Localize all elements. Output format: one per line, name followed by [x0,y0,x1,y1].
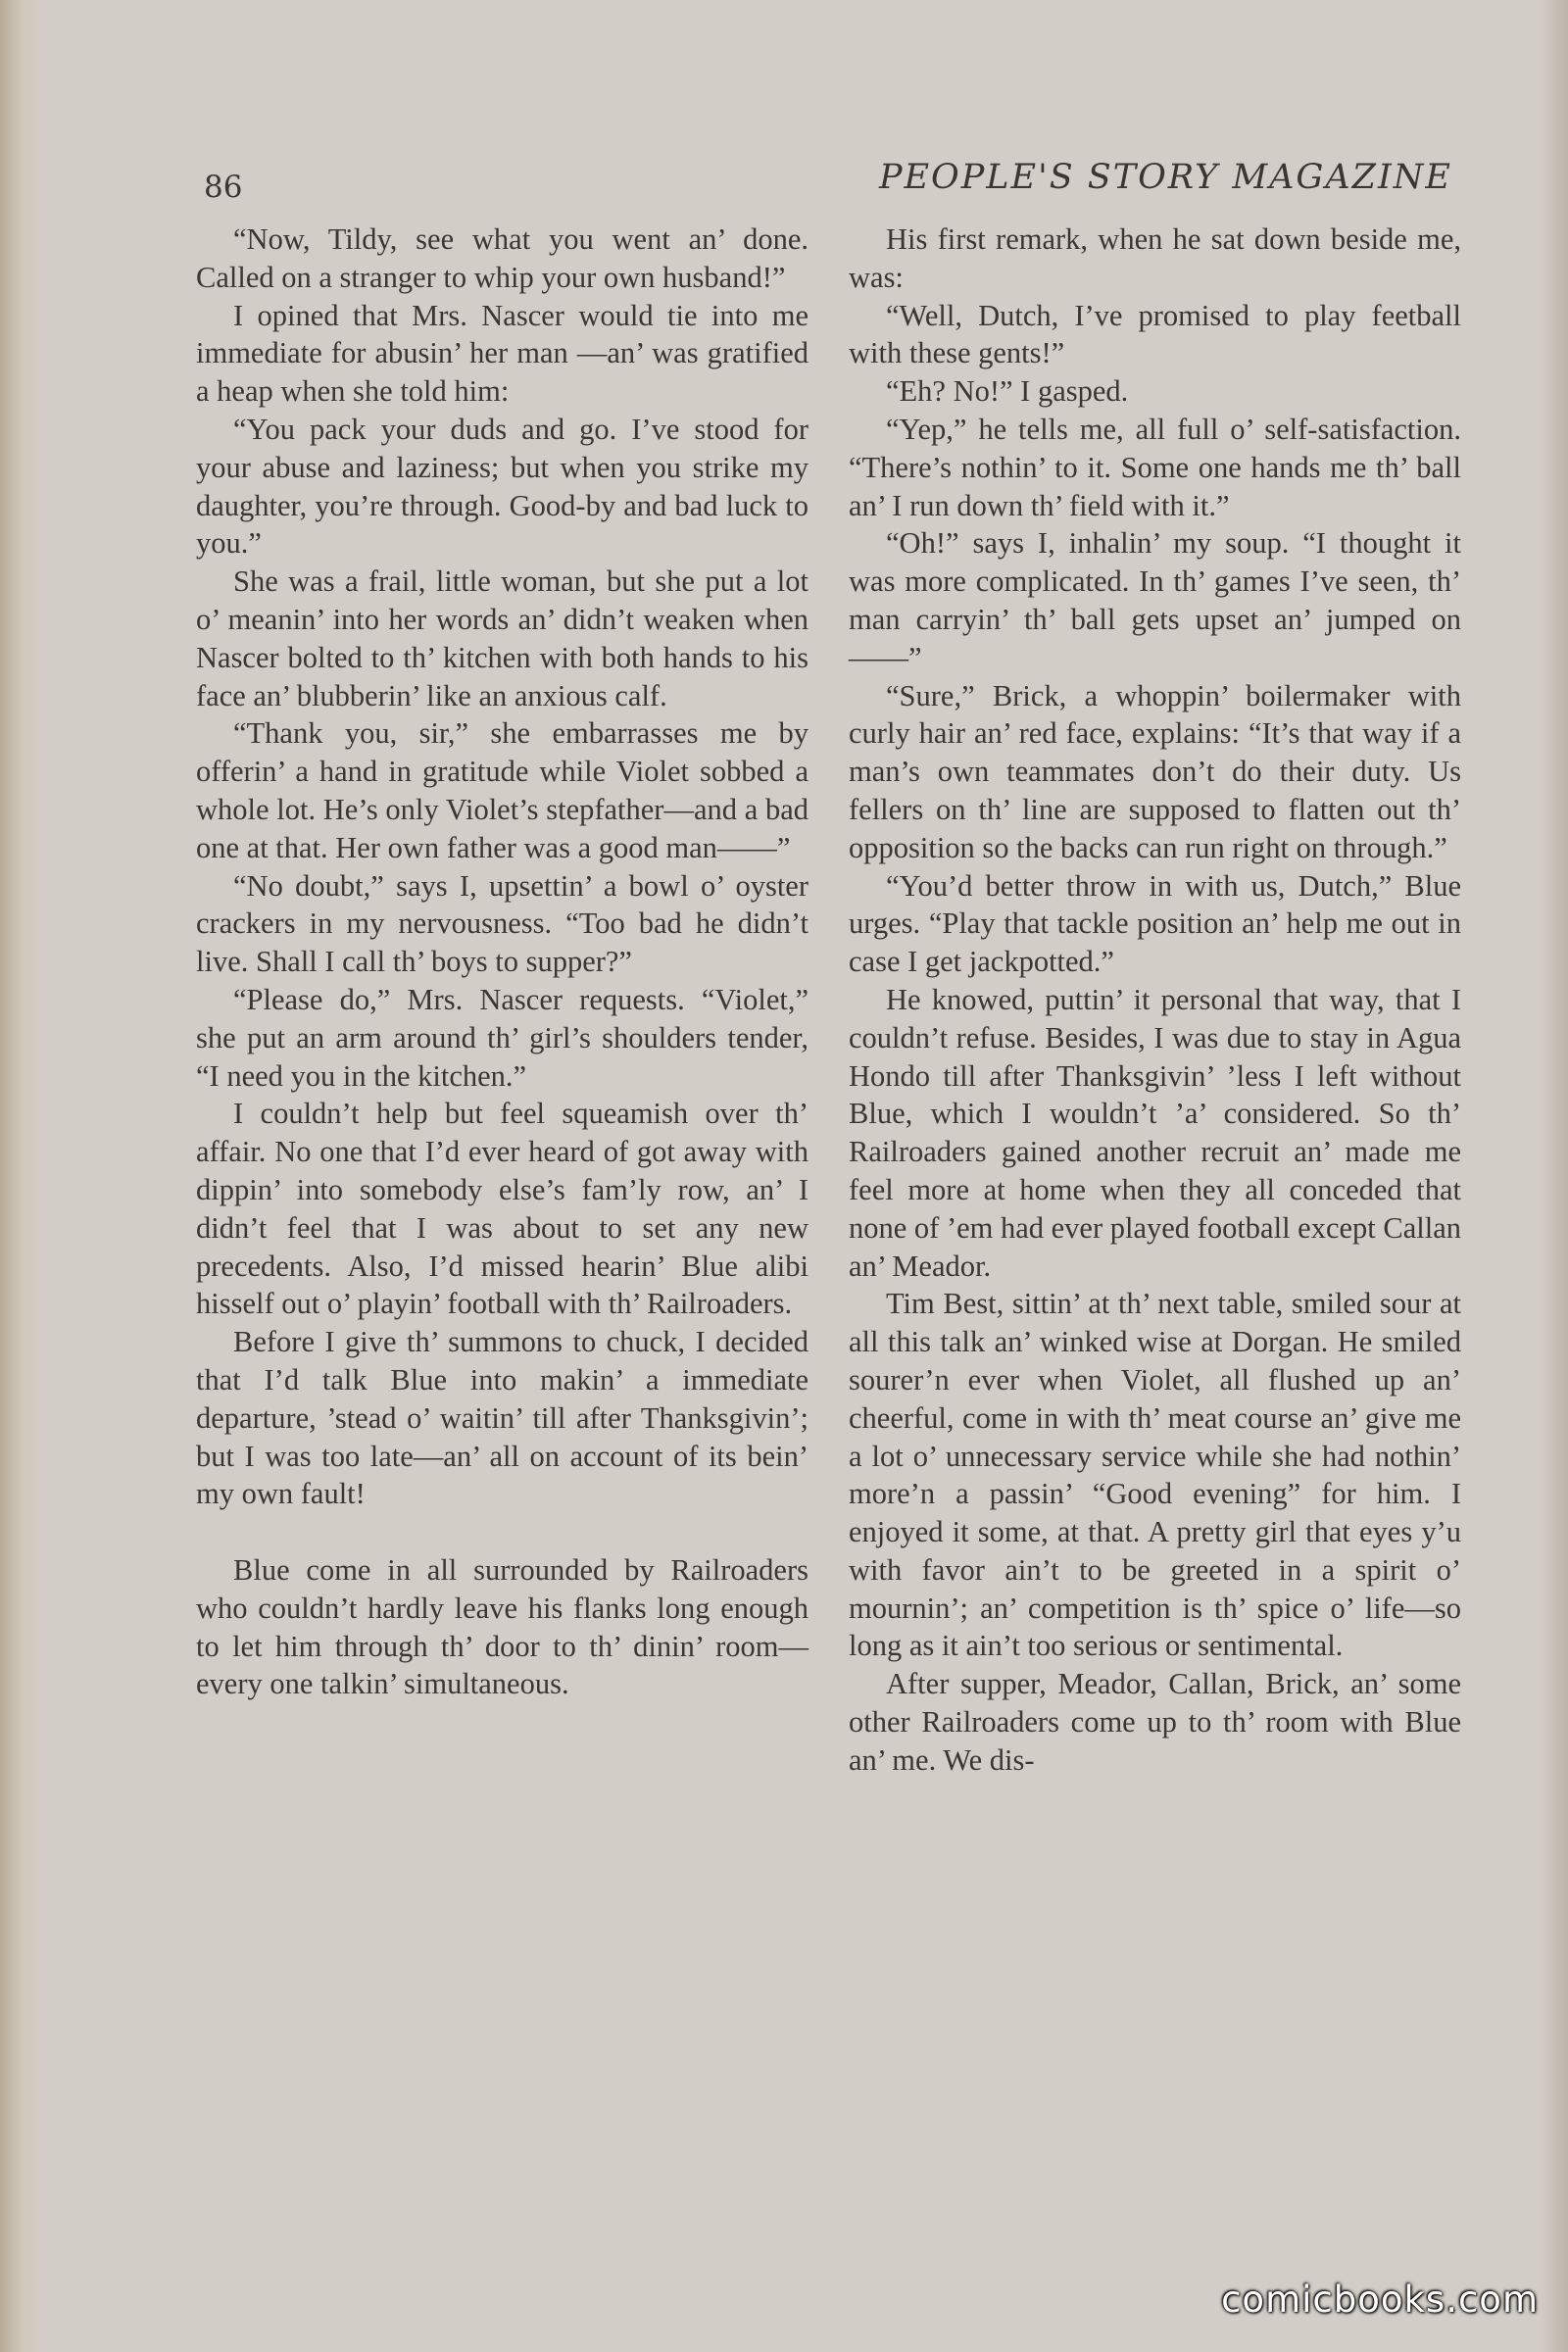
paragraph: “Please do,” Mrs. Nascer requests. “Violet,” she put an arm around th’ girl’s shoulders tender, “I need you in the kitchen.” [196,982,808,1093]
page-header [0,152,1568,211]
paragraph: After supper, Meador, Callan, Brick, an’ some other Railroaders come up to th’ room with Blue an’ me. We dis- [849,1667,1461,1777]
page-number: 86 [204,170,243,205]
paragraph: “You pack your duds and go. I’ve stood for your abuse and laziness; but when you strike my daughter, you’re through. Good-by and bad luck to you.” [196,412,808,561]
paragraph: I opined that Mrs. Nascer would tie into me immediate for abusin’ her man —an’ was gratified a heap when she told him: [196,298,808,409]
paragraph: He knowed, puttin’ it personal that way, that I couldn’t refuse. Besides, I was due to stay in Agua Hondo till after Thanksgivin’ ’less I left without Blue, which I wouldn’t ’a’ considered. So th’ Railroaders gained another recruit an’ made me feel more at home when they all conceded that none of ’em had ever played football except Callan an’ Meador. [849,982,1461,1283]
paragraph: “Thank you, sir,” she embarrasses me by offerin’ a hand in gratitude while Violet sobbed a whole lot. He’s only Violet’s stepfather—and a bad one at that. Her own father was a good man——” [196,716,808,864]
paragraph: I couldn’t help but feel squeamish over th’ affair. No one that I’d ever heard of got away with dippin’ into somebody else’s fam’ly row, an’ I didn’t feel that I was about to set any new precedents. Also, I’d missed hearin’ Blue alibi hisself out o’ playin’ football with th’ Railroaders. [196,1097,808,1321]
paragraph: Tim Best, sittin’ at th’ next table, smiled sour at all this talk an’ winked wise at Dorgan. He smiled sourer’n ever when Violet, all flushed up an’ cheerful, come in with th’ meat course an’ give me a lot o’ unnecessary service while she had nothin’ more’n a passin’ “Good evening” for him. I enjoyed it some, at that. A pretty girl that eyes y’u with favor ain’t to be greeted in a spirit o’ mournin’; an’ competition is th’ spice o’ life—so long as it ain’t too serious or sentimental. [849,1287,1461,1663]
left-column [196,220,808,1703]
paragraph: Blue come in all surrounded by Railroaders who couldn’t hardly leave his flanks long enough to let him through th’ door to th’ dinin’ room—every one talkin’ simultaneous. [196,1553,808,1701]
right-column [849,220,1461,1780]
paragraph: “Oh!” says I, inhalin’ my soup. “I thought it was more complicated. In th’ games I’ve seen, th’ man carryin’ th’ ball gets upset an’ jumped on——” [849,526,1461,674]
paragraph: “You’d better throw in with us, Dutch,” Blue urges. “Play that tackle position an’ help me out in case I get jackpotted.” [849,868,1461,979]
paragraph: “Eh? No!” I gasped. [886,374,1129,409]
page-edge-shadow [1539,0,1568,2352]
paragraph: His first remark, when he sat down beside me, was: [849,222,1461,294]
paragraph: She was a frail, little woman, but she put a lot o’ meanin’ into her words an’ didn’t weaken when Nascer bolted to th’ kitchen with both hands to his face an’ blubberin’ like an anxious calf. [196,564,808,712]
paragraph: “Now, Tildy, see what you went an’ done. Called on a stranger to whip your own husband!” [196,222,808,294]
site-watermark: comicbooks.com [1221,2278,1539,2321]
running-title: PEOPLE'S STORY MAGAZINE [878,158,1452,197]
paragraph: Before I give th’ summons to chuck, I decided that I’d talk Blue into makin’ a immediate departure, ’stead o’ waitin’ till after Thanksgivin’; but I was too late—an’ all on account of its bein’ my own fault! [196,1325,808,1511]
paragraph: “Yep,” he tells me, all full o’ self-satisfaction. “There’s nothin’ to it. Some one hands me th’ ball an’ I run down th’ field with it.” [849,412,1461,522]
paragraph: “Well, Dutch, I’ve promised to play feetball with these gents!” [849,298,1461,370]
paragraph: “Sure,” Brick, a whoppin’ boilermaker with curly hair an’ red face, explains: “It’s that way if a man’s own teammates don’t do their duty. Us fellers on th’ line are supposed to flatten out th’ opposition so the backs can run right on through.” [849,678,1461,864]
page-spine-shadow [0,0,37,2352]
paragraph: “No doubt,” says I, upsettin’ a bowl o’ oyster crackers in my nervousness. “Too bad he didn’t live. Shall I call th’ boys to supper?” [196,868,808,979]
